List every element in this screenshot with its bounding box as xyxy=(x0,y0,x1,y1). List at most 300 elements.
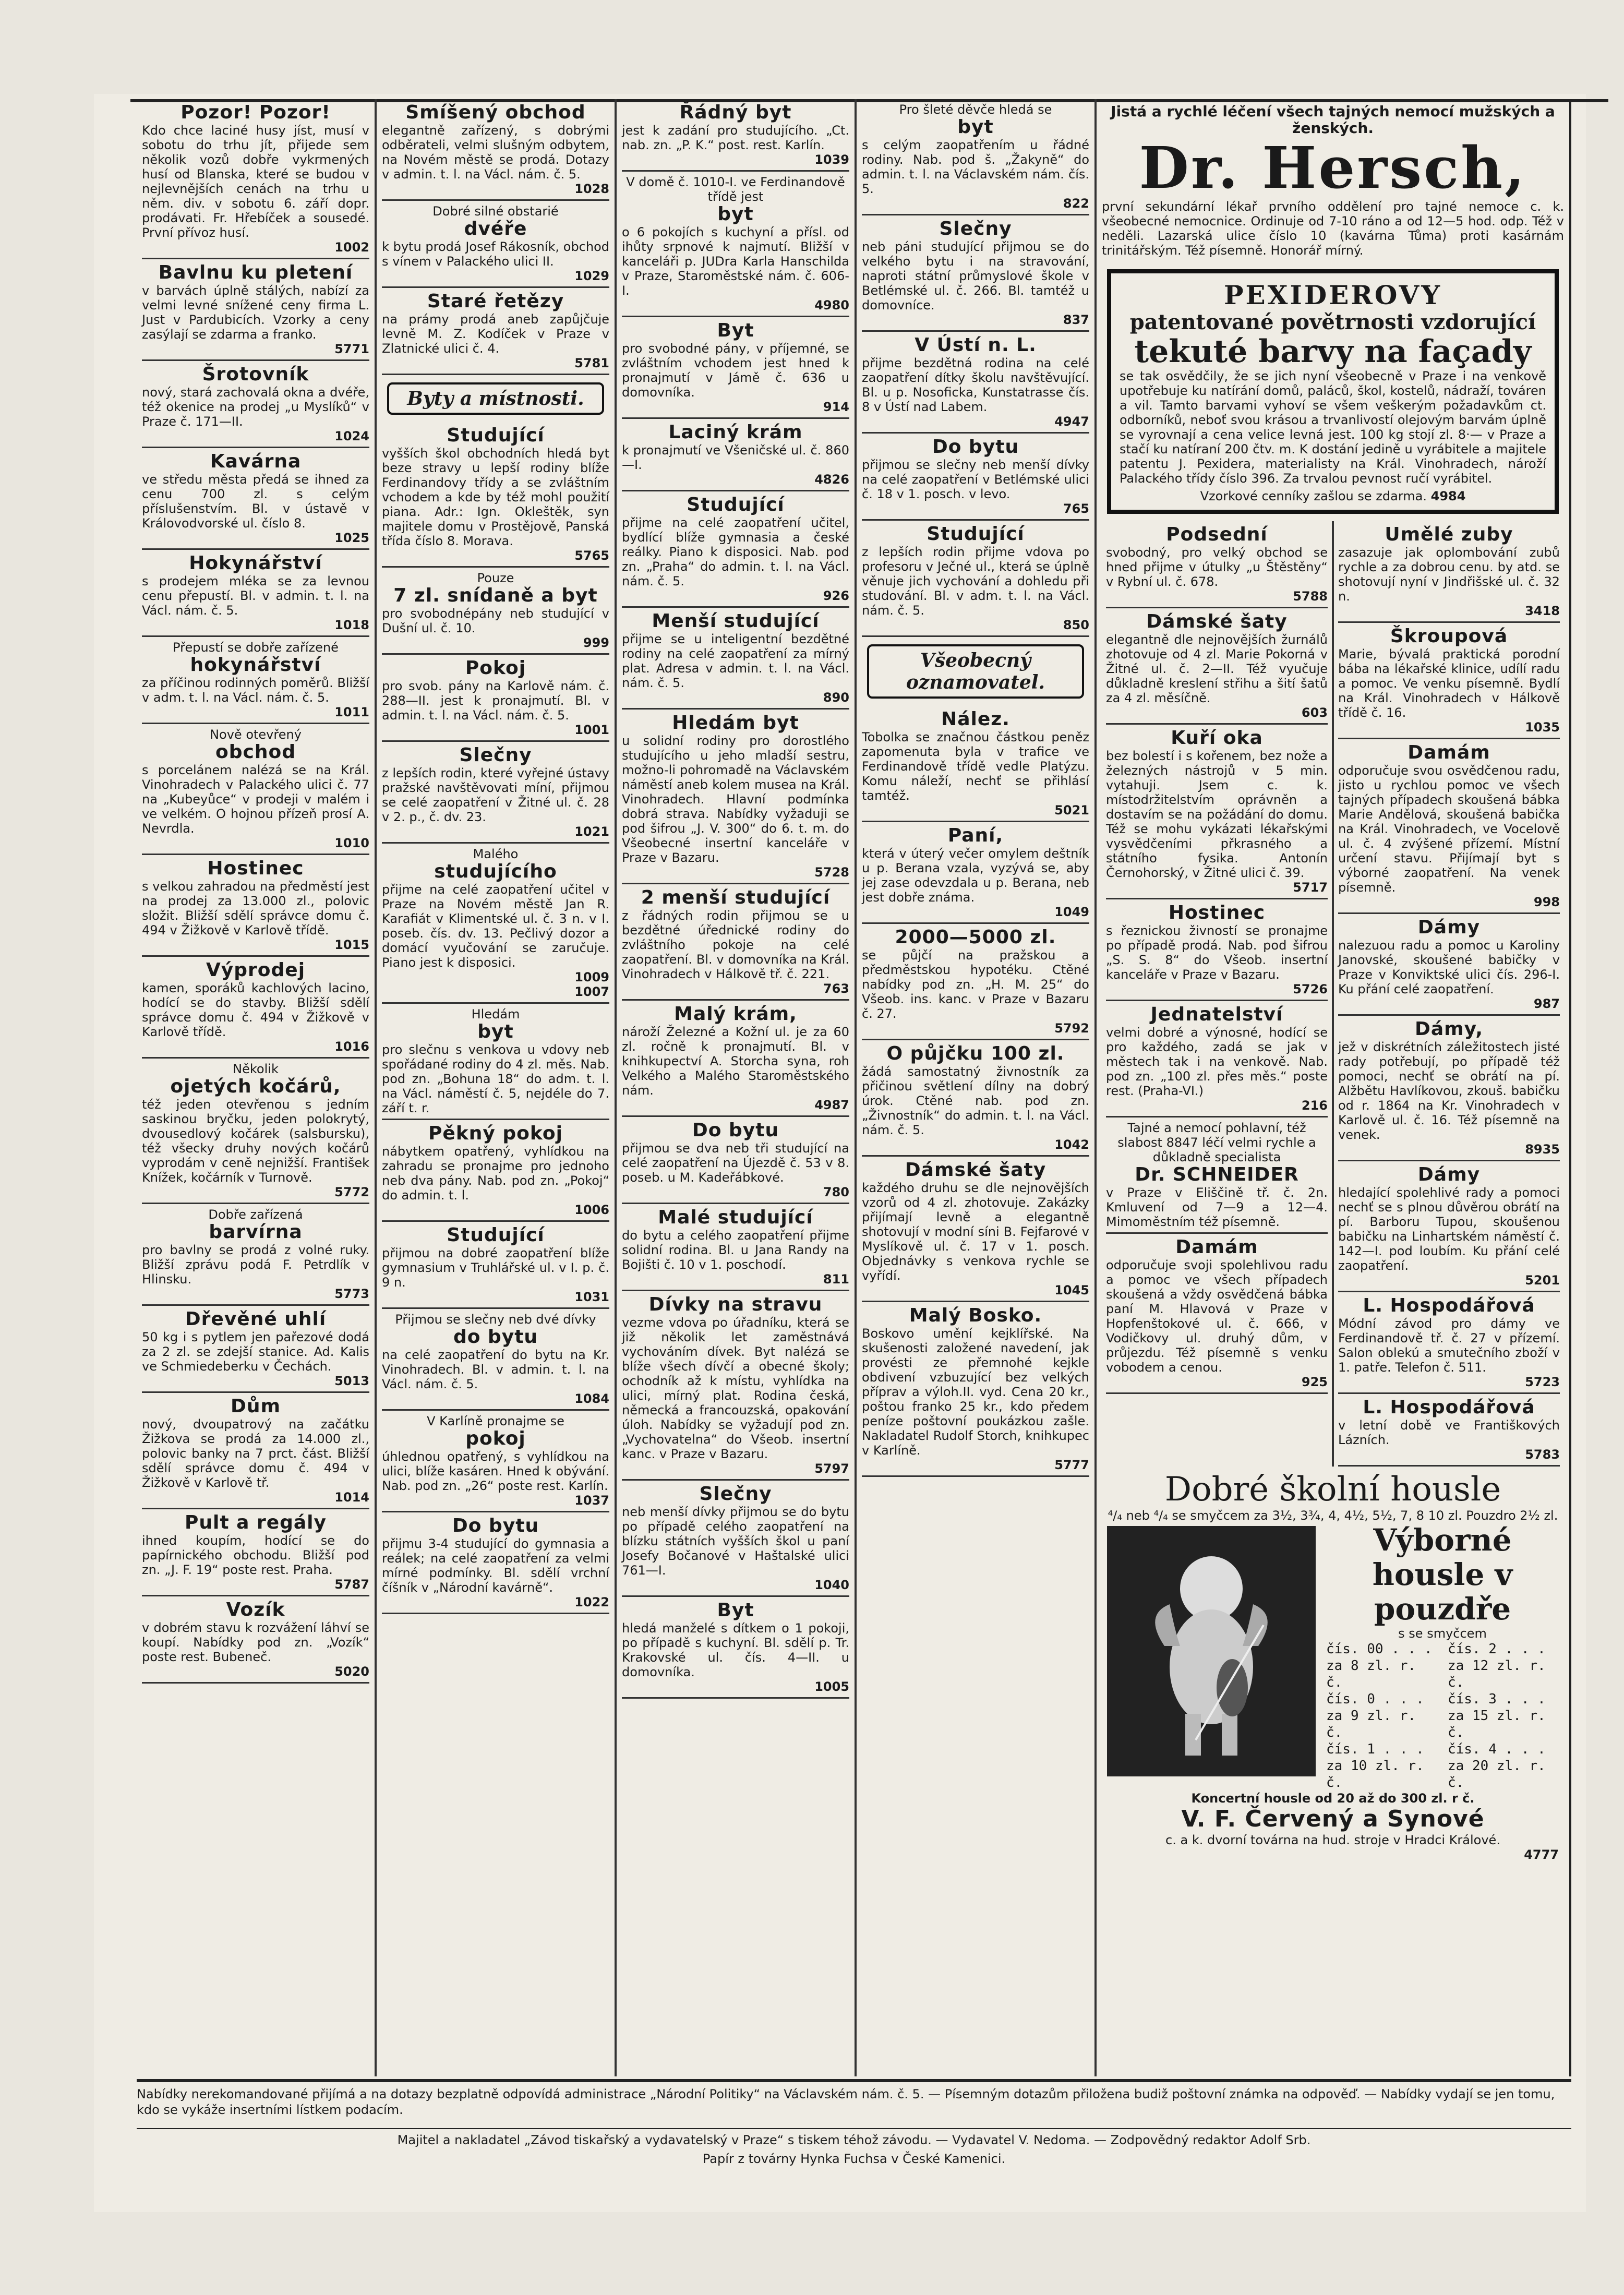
violin-firm2: c. a k. dvorní továrna na hud. stroje v Hradci Králové. xyxy=(1165,1833,1500,1847)
ad-title: Vozík xyxy=(226,1599,285,1620)
classified-ad xyxy=(1338,1161,1560,1292)
ad-title: Paní, xyxy=(947,825,1004,846)
ad-number: 5013 xyxy=(334,1374,369,1388)
ad-number: 998 xyxy=(1533,895,1560,909)
ad-title: O půjčku 100 zl. xyxy=(886,1043,1065,1064)
price-row: čís. 3 . . . za 15 zl. r. č. xyxy=(1448,1691,1546,1740)
ad-body: kamen, sporáků kachlových lacino, hodící se do stavby. Bližší sdělí správce domu č. 494 v Žižkově v Karlově třídě. xyxy=(142,981,369,1039)
ad-body: u solidní rodiny pro dorostlého studujícího u jeho mladší sestru, možno-li pohromadě na Václavském náměstí aneb kolem musea na Král. Vinohradech. Hlavní podmínka dobrá strava. Nabídky vyžaduji se pod šifrou „J. V. 300“ do 6. t. m. do Všeobecné insertní kanceláře v Praze v Bazaru. xyxy=(622,734,849,865)
classified-ad xyxy=(1338,914,1560,1016)
ad-number: 5772 xyxy=(334,1185,369,1199)
ad-body: nový, stará zachovalá okna a dvéře, též okenice na prodej „u Myslíků“ v Praze č. 171—II. xyxy=(142,385,369,429)
ad-number: 1009 xyxy=(574,970,609,984)
classified-ad xyxy=(622,884,849,1001)
ad-number: 890 xyxy=(823,690,849,705)
ad-body: hledající spolehlivé rady a pomoci nechť se s plnou důvěrou obrátí na pí. Barboru Tupou, skoušenou babičku na Linhartském náměstí č. 142—I. pod loubím. Ku přání celé zaopatření. xyxy=(1338,1185,1560,1273)
violin-sub: s se smyčcem xyxy=(1398,1626,1487,1641)
ad-body: k pronajmutí ve Všeničské ul. č. 860—I. xyxy=(622,443,849,472)
ad-number: 4987 xyxy=(814,1098,849,1112)
ad-title: Dámy xyxy=(1417,1164,1481,1185)
ad-title: Staré řetězy xyxy=(427,291,564,312)
classified-ad xyxy=(382,844,609,1004)
ad-title: Pokoj xyxy=(465,657,526,679)
ad-title: Škroupová xyxy=(1390,626,1508,647)
pex-title: PEXIDEROVY xyxy=(1223,280,1442,310)
ad-title: Dům xyxy=(230,1396,281,1417)
ad-number: 1018 xyxy=(334,618,369,632)
ad-pretitle: Přepustí se dobře zařízené xyxy=(173,640,339,655)
ad-title: Bavlnu ku pletení xyxy=(158,262,353,283)
classified-ad xyxy=(142,1509,369,1596)
ad-number: 763 xyxy=(823,981,849,996)
ad-number: 1014 xyxy=(334,1490,369,1505)
ad-body: na celé zaopatření do bytu na Kr. Vinohradech. Bl. v admin. t. l. na Václ. nám. č. 5. xyxy=(382,1348,609,1391)
ad-number: 5771 xyxy=(334,342,369,356)
ad-body: velmi dobré a výnosné, hodící se pro každého, zadá se jak v městech tak i na venkově. Nab. pod zn. „100 zl. přes měs.“ poste rest. (Praha-VI.) xyxy=(1106,1025,1328,1098)
pex-foot-text: Vzorkové cenníky zašlou se zdarma. xyxy=(1200,489,1427,503)
ad-body: v barvách úplně stálých, nabízí za velmi levné snížené ceny firma L. Just v Pardubicích. Vzorky a ceny zasýlají se zdarma a franko. xyxy=(142,283,369,342)
ad-title: Kuří oka xyxy=(1171,727,1263,749)
ad-number: 822 xyxy=(1063,196,1089,211)
classified-ad xyxy=(862,1157,1089,1302)
ad-body: nábytkem opatřený, vyhlídkou na zahradu se pronajme pro jednoho neb dva pány. Nab. pod zn. „Pokoj“ do admin. t. l. xyxy=(382,1144,609,1203)
ad-body: za příčinou rodinných poměrů. Bližší v adm. t. l. na Václ. nám. č. 5. xyxy=(142,676,369,705)
classified-ad xyxy=(862,521,1089,637)
ad-number: 1031 xyxy=(574,1290,609,1304)
classified-ad xyxy=(622,1117,849,1204)
ad-number: 8935 xyxy=(1525,1142,1560,1157)
ad-body: elegantně dle nejnovějších žurnálů zhotovuje od 4 zl. Marie Pokorná v Žitné ul. č. 2—II. Též vyučuje důkladně kreslení střihu a šití šatů za 4 zl. měsíčně. xyxy=(1106,632,1328,705)
ad-title: Laciný krám xyxy=(668,422,803,443)
ad-title: Studující xyxy=(927,523,1025,545)
classified-ad xyxy=(862,99,1089,215)
ad-title: ojetých kočárů, xyxy=(170,1076,341,1097)
classified-ad xyxy=(1338,1394,1560,1467)
classified-ad xyxy=(622,1481,849,1597)
ad-title: Dámy xyxy=(1417,917,1481,938)
ad-number: 1039 xyxy=(814,152,849,167)
ad-title: do bytu xyxy=(453,1326,538,1348)
ad-number: 5797 xyxy=(814,1461,849,1476)
ad-number: 850 xyxy=(1063,618,1089,632)
classified-ad xyxy=(622,1597,849,1699)
classified-ad xyxy=(862,706,1089,822)
ad-title: Damám xyxy=(1408,742,1490,763)
ad-body: se půjčí na pražskou a předměstskou hypotéku. Ctěné nabídky pod zn. „H. M. 25“ do Všeob. ins. kanc. v Praze v Bazaru č. 27. xyxy=(862,948,1089,1021)
ad-title: Slečny xyxy=(939,218,1012,239)
classified-ad xyxy=(622,419,849,491)
column-2-top xyxy=(382,99,609,375)
violin-price-list xyxy=(1326,1641,1559,1791)
ad-number: 5781 xyxy=(574,356,609,370)
ad-pretitle: Přijmou se slečny neb dvé dívky xyxy=(395,1312,596,1327)
classified-ad xyxy=(1338,1016,1560,1161)
ad-body: Tobolka se značnou částkou peněz zapomenuta byla v trafice ve Ferdinandově třídě vedle Platýzu. Komu náleží, nechť se přihlásí tamtéž. xyxy=(862,730,1089,803)
violin-concert: Koncertní housle od 20 až do 300 zl. r č. xyxy=(1191,1791,1475,1806)
column-2 xyxy=(377,99,617,2076)
ad-body: přijme na celé zaopatření učitel v Praze na Novém městě Jan R. Karafiát v Klimentské ul. č. 3 n. v I. poseb. čís. dv. 13. Pečlivý dozor a domácí vyučování se zaručuje. Piano jest k disposici. xyxy=(382,882,609,970)
ad-body: jež v diskrétních záležitostech jisté rady potřebují, po případě též pomoci, nechť se obrátí na pí. Alžbětu Havlíkovou, zkouš. babičku od r. 1864 na Kr. Vinohradech v Karlově ul. č. 16. Též písemně na venek. xyxy=(1338,1040,1560,1142)
ad-number: 5717 xyxy=(1293,880,1328,895)
ad-pretitle: Dobré silné obstarié xyxy=(432,204,559,219)
ad-title: V Ústí n. L. xyxy=(915,334,1037,356)
ad-number: 5021 xyxy=(1054,803,1089,818)
violin-line: ⁴/₄ neb ⁴/₄ se smyčcem za 3½, 3¾, 4, 4½, 5½, 7, 8 10 zl. Pouzdro 2½ zl. xyxy=(1108,1508,1558,1523)
ad-pretitle: Dobře zařízená xyxy=(208,1207,303,1222)
ad-number: 914 xyxy=(823,400,849,414)
ad-number: 1037 xyxy=(574,1493,609,1508)
ad-number: 5788 xyxy=(1293,589,1328,604)
ad-title: Studující xyxy=(447,425,545,446)
classified-ad xyxy=(622,491,849,608)
ad-number: 1025 xyxy=(334,531,369,545)
ad-number: 765 xyxy=(1063,501,1089,516)
ad-pretitle: Tajné a nemocí pohlavní, též slabost 8847 léčí velmi rychle a důkladně specialista xyxy=(1117,1121,1316,1164)
ad-body: elegantně zařízený, s dobrými odběrateli, velmi slušným odbytem, na Novém městě se prodá. Dotazy v admin. t. l. na Václ. nám. č. 5. xyxy=(382,123,609,182)
classified-ad xyxy=(1106,521,1328,608)
ad-body: pro svob. pány na Karlově nám. č. 288—II. jest k pronajmutí. Bl. v admin. t. l. na Václ. nám. č. 5. xyxy=(382,679,609,723)
classified-ad xyxy=(382,1222,609,1309)
ad-body: s řeznickou živností se pronajme po případě prodá. Nab. pod šifrou „S. S. 8“ do Všeob. insertní kanceláře v Praze v Bazaru. xyxy=(1106,923,1328,982)
ad-number: 925 xyxy=(1301,1375,1328,1389)
classified-ad xyxy=(622,1001,849,1117)
ad-body: pro svobodnépány neb studující v Dušní ul. č. 10. xyxy=(382,606,609,635)
classified-ad xyxy=(142,448,369,550)
violin-title: Dobré školní housle xyxy=(1164,1470,1501,1509)
classified-ad xyxy=(862,215,1089,332)
ad-body: přijmou na dobré zaopatření blíže gymnasium v Truhlářské ul. v I. p. č. 9 n. xyxy=(382,1246,609,1290)
ad-title: Podsední xyxy=(1166,524,1268,545)
ad-number: 5792 xyxy=(1054,1021,1089,1036)
classified-ad xyxy=(382,1309,609,1411)
ad-number: 1045 xyxy=(1054,1283,1089,1297)
classified-ad xyxy=(862,1040,1089,1157)
pex-subtitle2: tekuté barvy na façady xyxy=(1134,333,1532,370)
classified-ad xyxy=(622,608,849,710)
pexider-advert xyxy=(1107,269,1559,514)
ad-body: do bytu a celého zaopatření přijme solidní rodina. Bl. u Jana Randy na Bojišti č. 10 v 1. poschodí. xyxy=(622,1228,849,1272)
classified-ad xyxy=(142,550,369,637)
ad-body: neb menší dívky přijmou se do bytu po případě celého zaopatření na blízku státních vyšších škol u paní Josefy Bočanové v Haštalské ulici 761—I. xyxy=(622,1505,849,1578)
footer-imprint2: Papír z továrny Hynka Fuchsa v České Kamenici. xyxy=(702,2152,1006,2166)
column-1 xyxy=(137,99,377,2076)
ad-title: studujícího xyxy=(434,861,557,882)
ad-body: nalezuou radu a pomoc u Karoliny Janovské, skoušené babičky v Praze v Konviktské ulici čís. 296-I. Ku přání celé zaopatření. xyxy=(1338,938,1560,996)
classified-ad xyxy=(142,1059,369,1204)
ad-number: 1040 xyxy=(814,1578,849,1592)
ad-pretitle: Nově otevřený xyxy=(210,727,302,742)
violin-firm: V. F. Červený a Synové xyxy=(1181,1806,1485,1832)
ad-title: dvéře xyxy=(464,218,527,239)
ad-title: 2 menší studující xyxy=(641,887,831,908)
ad-number: 1010 xyxy=(334,836,369,850)
classified-ad xyxy=(142,1306,369,1393)
ad-title: Studující xyxy=(687,494,785,515)
ad-title: Byt xyxy=(717,320,754,341)
ad-title: Dívky na stravu xyxy=(648,1294,823,1315)
classified-ad xyxy=(622,1204,849,1291)
pex-number: 4984 xyxy=(1430,489,1466,503)
ad-body: zasazuje jak oplombování zubů rychle a za dobrou cenu. by atd. se shotovují nyní v Jindřišské ul. č. 32 n. xyxy=(1338,545,1560,604)
ad-title: byt xyxy=(717,203,754,225)
ad-number: 1001 xyxy=(574,723,609,737)
classified-ad xyxy=(382,1512,609,1614)
ad-body: která v úterý večer omylem deštník u p. Berana vzala, vyzývá se, aby jej zase odevzdala u p. Berana, neb jest dobře známa. xyxy=(862,846,1089,905)
footer xyxy=(137,2079,1571,2167)
ad-title: Dr. SCHNEIDER xyxy=(1135,1164,1299,1185)
ad-title: Studující xyxy=(447,1224,545,1246)
classified-ad xyxy=(382,742,609,844)
ad-body: bez bolestí i s kořenem, bez nože a železných nástrojů v 5 min. vytahuji. Jsem c. k. místodržitelstvím oprávněn a dostavím se na požádání do domu. Též se mohu vykázati lékařskými vysvědčeními přkrasného a státního fysika. Antonín Černohorský, v Žitné ulici č. 39. xyxy=(1106,749,1328,880)
ad-body: s porcelánem nalézá se na Král. Vinohradech v Palackého ulici č. 77 na „Kubeyůce“ v prodeji v malém i ve velkém. O hojnou přízeň prosí A. Nevrdla. xyxy=(142,763,369,836)
ad-body: Kdo chce laciné husy jíst, musí v sobotu do trhu jít, přijede sem několik vozů dobře vykrmených husí od Blanska, které se budou v nejlevnějších cenách na trhu u něm. div. v sobotu 6. září dopr. prodávati. Fr. Hřebíček a sousedé. První přívoz husí. xyxy=(142,123,369,240)
classified-ad xyxy=(1106,608,1328,725)
ad-title: Do bytu xyxy=(692,1120,779,1141)
ad-body: o 6 pokojích s kuchyní a přísl. od ihůty srpnové k najmutí. Bližší v kanceláři p. JUDra Karla Hanschilda v Praze, Staroměstské nám. č. 606-I. xyxy=(622,225,849,298)
ad-number: 1042 xyxy=(1054,1137,1089,1152)
ad-body: přijmou se dva neb tři studující na celé zaopatření na Újezdě č. 53 v 8. poseb. u M. Kadeřábkové. xyxy=(622,1141,849,1185)
ad-title: Hledám byt xyxy=(672,712,799,734)
cherub-illustration xyxy=(1107,1526,1316,1776)
ad-number: 1016 xyxy=(334,1039,369,1054)
ad-body: jest k zadání pro studujícího. „Ct. nab. zn. „P. K.“ post. rest. Karlín. xyxy=(622,123,849,152)
ad-title: Nález. xyxy=(941,708,1010,730)
ad-body: s prodejem mléka se za levnou cenu přepustí. Bl. v admin. t. l. na Václ. nám. č. 5. xyxy=(142,574,369,618)
classified-ad xyxy=(862,924,1089,1040)
ad-pretitle: Několik xyxy=(233,1062,279,1076)
column-3 xyxy=(617,99,857,2076)
ad-number: 1049 xyxy=(1054,905,1089,919)
classified-ad xyxy=(1106,1001,1328,1118)
classified-ad xyxy=(142,957,369,1059)
ad-number: 1024 xyxy=(334,429,369,443)
ad-title: Kavárna xyxy=(210,451,302,472)
ad-number: 926 xyxy=(823,588,849,603)
ad-body: v letní době ve Františkových Lázních. xyxy=(1338,1418,1560,1447)
ad-number: 5201 xyxy=(1525,1273,1560,1288)
ad-number: 1021 xyxy=(574,824,609,839)
classified-ad xyxy=(142,724,369,855)
ad-number: 5726 xyxy=(1293,982,1328,996)
column-2-bottom xyxy=(382,422,609,1614)
ad-title: Výprodej xyxy=(206,959,306,981)
column-5b xyxy=(1334,521,1564,1467)
price-row: čís. 0 . . . za 9 zl. r. č. xyxy=(1326,1691,1424,1740)
ad-number: 4980 xyxy=(814,298,849,313)
ad-body: odporučuje svoji spolehlivou radu a pomoc ve všech případech skoušená a vždy osvědčená bábka paní M. Hlavová v Praze v Hopfenštokové ul. č. 666, v Vodičkovy ul. druhý dům, v průjezdu. Též písemně s venku vobodem a cenou. xyxy=(1106,1258,1328,1375)
classified-ad xyxy=(1106,725,1328,899)
ad-title: Řádný byt xyxy=(679,102,792,123)
ad-body: přijme na celé zaopatření učitel, bydlící blíže gymnasia a české reálky. Piano k disposici. Nab. pod zn. „Praha“ do admin. t. l. na Václ. nám. č. 5. xyxy=(622,515,849,588)
classified-ad xyxy=(1106,1118,1328,1234)
ad-pretitle: V domě č. 1010-I. ve Ferdinandově třídě jest xyxy=(626,175,845,204)
classified-ad xyxy=(1338,1292,1560,1394)
classified-ad xyxy=(382,1120,609,1222)
ad-body: hledá manželé s dítkem o 1 pokoji, po případě s kuchyní. Bl. sdělí p. Tr. Krakovské ul. čís. 4—II. u domovníka. xyxy=(622,1621,849,1679)
ad-body: neb páni studující přijmou se do velkého bytu i na stravování, naproti státní průmyslové škole v Betlémské ul. č. 266. Bl. tamtéž u domovníce. xyxy=(862,239,1089,313)
ad-title: Hostinec xyxy=(207,858,304,879)
ad-number: 1002 xyxy=(334,240,369,255)
ad-title: Do bytu xyxy=(452,1515,539,1536)
ad-number: 5787 xyxy=(334,1577,369,1592)
ad-title: Dámské šaty xyxy=(1146,611,1288,632)
classified-ad xyxy=(622,172,849,317)
ad-title: Do bytu xyxy=(932,436,1019,458)
hersch-name: Dr. Hersch, xyxy=(1139,134,1527,201)
classified-ad xyxy=(142,99,369,259)
classified-ad xyxy=(1106,899,1328,1001)
ad-title: Slečny xyxy=(699,1483,772,1505)
classified-ad xyxy=(142,855,369,957)
ad-title: Dámy, xyxy=(1414,1018,1484,1040)
footer-imprint: Majitel a nakladatel „Závod tiskařský a vydavatelský v Praze“ s tiskem téhož závodu. — Vydavatel V. Nedoma. — Zodpovědný redaktor Adolf Srb. xyxy=(137,2128,1571,2148)
violin-number: 4777 xyxy=(1524,1847,1559,1862)
ad-number: 1029 xyxy=(574,269,609,283)
classified-ad xyxy=(382,568,609,655)
ad-title: barvírna xyxy=(209,1221,303,1243)
ad-body: pro slečnu s venkova u vdovy neb spořádané rodiny do 4 zl. měs. Nab. pod zn. „Bohuna 18“ do adm. t. l. na Václ. náměstí č. 5, nejdéle do 7. září t. r. xyxy=(382,1042,609,1115)
ad-body: z lepších rodin, které vyřejné ústavy pražské navštěvovati míní, přijmou se celé zaopatření v Žitné ul. č. 28 v 2. p., č. dv. 23. xyxy=(382,766,609,824)
ad-number: 987 xyxy=(1533,996,1560,1011)
ad-title: Menší studující xyxy=(652,610,820,632)
ad-title: Pozor! Pozor! xyxy=(181,102,331,123)
classified-ad xyxy=(1106,1234,1328,1394)
price-row: čís. 1 . . . za 10 zl. r. č. xyxy=(1326,1741,1424,1791)
ad-body: na prámy prodá aneb zapůjčuje levně M. Z. Kodíček v Praze v Zlatnické ulici č. 4. xyxy=(382,312,609,356)
hersch-advert xyxy=(1102,99,1564,262)
ad-title: Dámské šaty xyxy=(905,1159,1046,1181)
ad-number: 1011 xyxy=(334,705,369,719)
classified-ad xyxy=(142,637,369,724)
ad-title: 7 zl. snídaně a byt xyxy=(393,585,598,606)
ad-body: žádá samostatný živnostník za přičinou světlení dílny na dobrý úrok. Ctěné nab. pod zn. „Živnostník“ do admin. t. l. na Václ. nám. č. 5. xyxy=(862,1064,1089,1137)
classified-ad xyxy=(142,1204,369,1306)
ad-title: Slečny xyxy=(459,744,532,766)
section-heading-byty: Byty a místnosti. xyxy=(387,382,604,415)
ad-title: byt xyxy=(477,1021,514,1042)
ad-number: 5783 xyxy=(1525,1447,1560,1462)
ad-number: 603 xyxy=(1301,705,1328,720)
price-row: čís. 2 . . . za 12 zl. r. č. xyxy=(1448,1641,1546,1690)
ad-number: 5020 xyxy=(334,1664,369,1679)
pex-subtitle: patentované povětrnosti vzdorující xyxy=(1129,310,1536,334)
ad-body: přijme se u inteligentní bezdětné rodiny na celé zaopatření za mírný plat. Adresa v admin. t. l. na Václ. nám. č. 5. xyxy=(622,632,849,690)
ad-body: pro svobodné pány, v příjemné, se zvláštním vchodem jest hned k pronajmutí v Jámě č. 636 u domovníka. xyxy=(622,341,849,400)
violin-title2: Výborné housle v pouzdře xyxy=(1372,1522,1513,1627)
ad-title: Hostinec xyxy=(1168,902,1266,923)
ad-pretitle: V Karlíně pronajme se xyxy=(427,1414,564,1428)
ad-body: úhlednou opatřený, s vyhlídkou na ulici, blíže kasáren. Hned k obývání. Nab. pod zn. „26“ poste rest. Karlín. xyxy=(382,1449,609,1493)
ad-body: z lepších rodin přijme vdova po profesoru v Ječné ul., která se úplně věnuje jich vychování a dohledu při studování. Bl. v adm. t. l. na Václ. nám. č. 5. xyxy=(862,545,1089,618)
classified-ad xyxy=(382,655,609,742)
ad-body: nároží Železné a Kožní ul. je za 60 zl. ročně k pronajmutí. Bl. v knihkupectví A. Storcha syna, roh Velkého a Malého Staroměstského nám. xyxy=(622,1025,849,1098)
ad-body: každého druhu se dle nejnovějších vzorů od 4 zl. zhotovuje. Zakázky přijímají levně a elegantně shotovují v modní síni B. Fejfarové v Myslíkově ul. č. 17 v 1. posch. Objednávky s venkova rychle se vyřídí. xyxy=(862,1181,1089,1283)
ad-title: hokynářství xyxy=(190,654,321,676)
ad-body: v dobrém stavu k rozvážení láhví se koupí. Nabídky pod zn. „Vozík“ poste rest. Bubeneč. xyxy=(142,1620,369,1664)
ad-pretitle: Hledám xyxy=(471,1007,520,1022)
ad-body: přijmou se slečny neb menší dívky na celé zaopatření v Betlémské ulici č. 18 v 1. posch. v levo. xyxy=(862,458,1089,501)
classified-ad xyxy=(1338,739,1560,914)
ad-number: 1007 xyxy=(574,984,609,999)
ad-title: Pěkný pokoj xyxy=(428,1123,563,1144)
classified-ad xyxy=(382,1004,609,1120)
column-4-bottom xyxy=(862,706,1089,1477)
column-5 xyxy=(1097,99,1571,2076)
ad-title: Šrotovník xyxy=(202,364,309,385)
ad-title: Umělé zuby xyxy=(1385,524,1513,545)
classified-ad xyxy=(622,1291,849,1481)
ad-number: 1084 xyxy=(574,1391,609,1406)
column-4 xyxy=(857,99,1097,2076)
footer-notice: Nabídky nerekomandované přijímá a na dotazy bezplatně odpovídá administrace „Národní Politiky“ na Václavském nám. č. 5. — Písemným dotazům přiložena budiž poštovní známka na odpověď. — Nabídky vydají se jen tomu, kdo se vykáže insertními lístkem podacím. xyxy=(137,2079,1571,2118)
ad-pretitle: Malého xyxy=(473,847,519,861)
pex-body: se tak osvědčily, že se jich nyní všeobecně v Praze i na venkově upotřebuje ku natírání domů, paláců, škol, kostelů, nádraží, továren a vil. Tamto barvami vyhoví se všem veškerým požadavkům ct. odborníků, neboť svou krásou a trvanlivostí olejovým barvám úplně se vyrovnají a cena velice levná jest. 100 kg stojí zl. 8·— v Praze a stačí ku natíraní 200 čtv. m. K dostání jedině u vyrábitele a majitele patentu J. Pexidera, materialisty na Král. Vinohradech, nároží Palackého třídy číslo 396. Za trvalou pevnost ručí vyrábitel. xyxy=(1120,369,1546,486)
ad-body: svobodný, pro velký obchod se hned přijme v útulky „u Štěstěny“ v Rybní ul. č. 678. xyxy=(1106,545,1328,589)
column-5a xyxy=(1102,521,1334,1467)
ad-number: 1022 xyxy=(574,1595,609,1609)
ad-body: pro bavlny se prodá z volné ruky. Bližší zprávu podá F. Petrdlík v Hlinsku. xyxy=(142,1243,369,1287)
section-heading-vseobecny: Všeobecný oznamovatel. xyxy=(867,644,1084,699)
ad-number: 837 xyxy=(1063,313,1089,327)
classified-ad xyxy=(1338,521,1560,623)
ad-number: 999 xyxy=(583,635,609,650)
classified-ad xyxy=(862,434,1089,521)
classified-ad xyxy=(862,332,1089,434)
ad-body: přijme bezdětná rodina na celé zaopatření dítky školu navštěvující. Bl. u p. Nosoficka, Kunstatrasse čís. 8 v Ústí nad Labem. xyxy=(862,356,1089,414)
pex-foot xyxy=(1120,489,1546,503)
ad-number: 1035 xyxy=(1525,720,1560,735)
ad-number: 5723 xyxy=(1525,1375,1560,1389)
ad-body: přijmu 3-4 studující do gymnasia a reálek; na celé zaopatření za velmi mírné podmínky. Bl. sdělí vrchní číšník v „Národní kavárně“. xyxy=(382,1536,609,1595)
ad-number: 1015 xyxy=(334,938,369,952)
ad-body: Boskovo umění kejklířské. Na skušenosti založené navedení, jak provésti ze přemnohé kejkle obdivení vzbuzující bez velkých příprav a výloh.II. vyd. Cena 20 kr., poštou franko 25 kr., kdo předem peníze poštovní poukázkou zašle. Nakladatel Rudolf Storch, knihkupec v Karlíně. xyxy=(862,1326,1089,1458)
ad-number: 1006 xyxy=(574,1203,609,1217)
ad-number: 5773 xyxy=(334,1287,369,1301)
ad-number: 780 xyxy=(823,1185,849,1199)
classified-ad xyxy=(862,1302,1089,1477)
ad-body: vezme vdova po úřadníku, která se již několik let zaměstnává vychováním dívek. Byt nalézá se blíže všech dívčí a obecné školy; ochodník až k místu, vyhlídka na ulici, mírný plat. Rodina česká, německá a francouzská, opakování úloh. Nabídky se vyžadují pod zn. „Vychovatelna“ do Všeob. insertní kanc. v Praze v Bazaru. xyxy=(622,1315,849,1461)
ad-title: Malé studující xyxy=(658,1207,813,1228)
ad-title: obchod xyxy=(215,741,296,763)
hersch-line1: Jistá a rychlé léčení všech tajných nemocí mužských a ženských. xyxy=(1111,103,1555,137)
classified-ad xyxy=(382,422,609,568)
ad-number: 1005 xyxy=(814,1679,849,1694)
classified-ad xyxy=(142,361,369,448)
classified-ad xyxy=(142,1393,369,1509)
classified-ad xyxy=(862,822,1089,924)
violin-advert xyxy=(1102,1467,1564,1866)
ad-body: s velkou zahradou na předměstí jest na prodej za 13.000 zl., polovic složit. Bližší sdělí správce domu č. 494 v Žižkově v Karlově třídě. xyxy=(142,879,370,938)
ad-body: v Praze v Eliščině tř. č. 2n. Kmluvení od 7—9 a 12—4. Mimoměstním též písemně. xyxy=(1106,1185,1328,1229)
ad-title: pokoj xyxy=(465,1428,526,1449)
ad-number: 216 xyxy=(1301,1098,1328,1113)
ad-body: odporučuje svou osvědčenou radu, jisto u rychlou pomoc ve všech tajných případech skoušená bábka Marie Andělová, skoušená babička na Král. Vinohradech, ve Vocelově ul. č. 4 zvýšené přízemí. Místní určení stavu. Přijímají byt s výborné zaopatření. Na venek písemně. xyxy=(1338,763,1560,895)
ad-body: Marie, bývalá praktická porodní bába na lékařské klinice, udílí radu a pomoc. Ve venku písemně. Bydlí na Král. Vinohradech v Hálkově třídě č. 16. xyxy=(1338,647,1560,720)
classified-ad xyxy=(1338,623,1560,739)
ad-body: k bytu prodá Josef Rákosník, obchod s vínem v Palackého ulici II. xyxy=(382,239,609,269)
ad-title: Damám xyxy=(1175,1236,1258,1258)
cherub-icon xyxy=(1133,1542,1290,1761)
classified-ad xyxy=(382,1411,609,1512)
ad-title: byt xyxy=(957,116,994,138)
ad-title: Jednatelství xyxy=(1150,1004,1283,1025)
classified-ad xyxy=(382,288,609,375)
ad-body: z řádných rodin přijmou se u bezdětné úřednické rodiny do zvláštního pokoje na celé zaopatření. Bl. v domovníka na Král. Vinohradech v Hálkově tř. č. 221. xyxy=(622,908,849,981)
ad-body: nový, dvoupatrový na začátku Žižkova se prodá za 14.000 zl., polovic banky na 7 prct. část. Bližší sdělí správce domu č. 494 v Žižkově v Karlově tř. xyxy=(142,1417,369,1490)
ad-pretitle: Pro šleté děvče hledá se xyxy=(899,102,1052,117)
hersch-line2: první sekundární lékař prvního oddělení pro tajné nemoce c. k. všeobecné nemocnice. Ordinuje od 7-10 ráno a od 12—5 hod. odp. Též v neděli. Lazarská ulice číslo 10 (kavárna Tůma) proti kasárnám trinitářským. Též písemně. Honorář mírný. xyxy=(1102,199,1564,258)
ad-body: 50 kg i s pytlem jen pařezové dodá za 2 zl. se zdejší stanice. Ad. Kalis ve Schmiedeberku v Čechách. xyxy=(142,1330,369,1374)
